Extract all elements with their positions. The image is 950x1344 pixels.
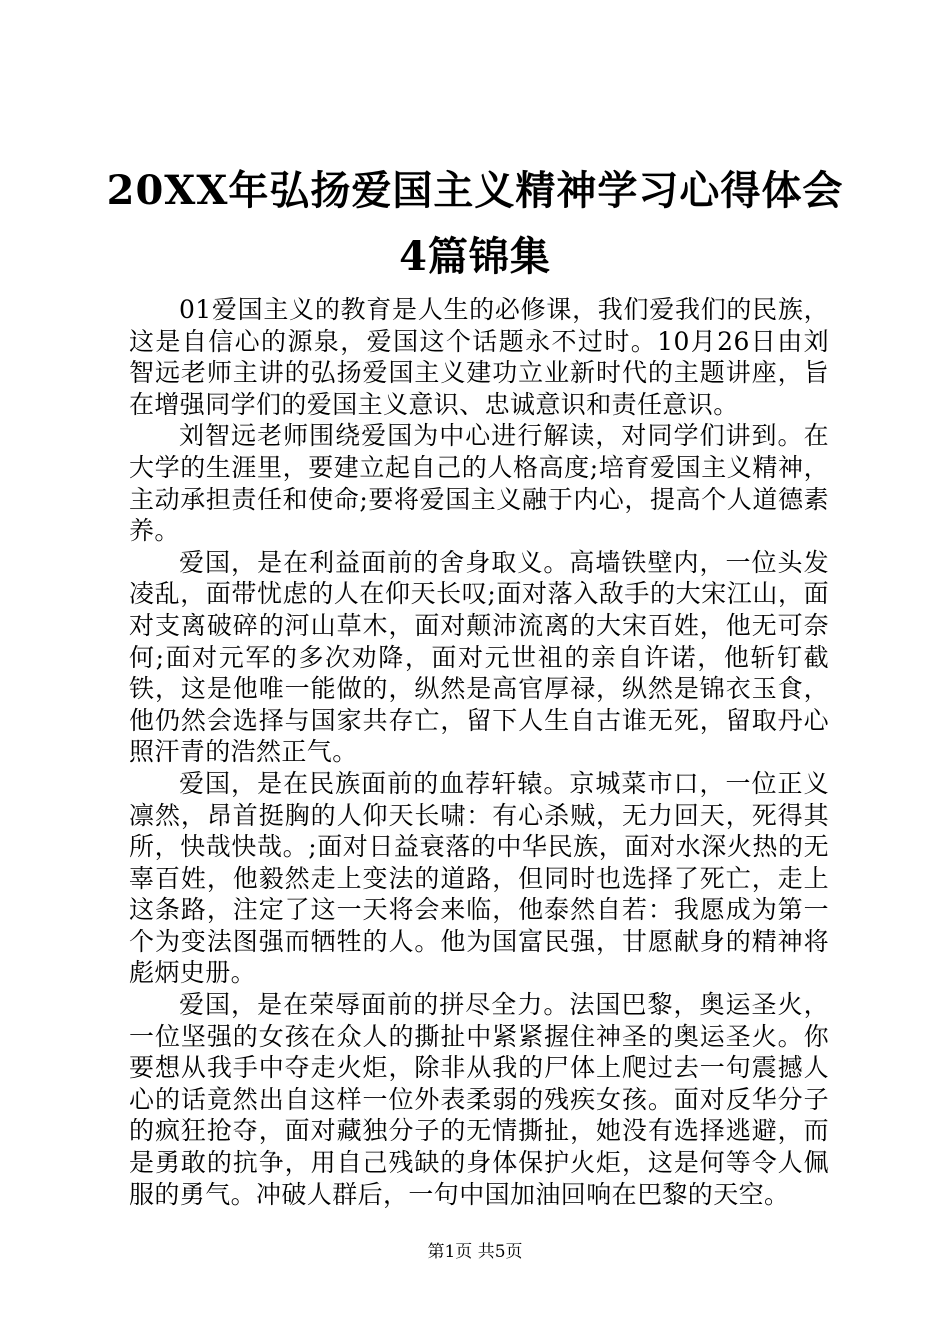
paragraph: 爱国，是在民族面前的血荐轩辕。京城菜市口，一位正义凛然，昂首挺胸的人仰天长啸：有心杀贼，无力回天，死得其所，快哉快哉。;面对日益衰落的中华民族，面对水深火热的无辜百姓，他毅然走上变法的道路，但同时也选择了死亡，走上这条路，注定了这一天将会来临，他泰然自若：我愿成为第一个为变法图强而牺牲的人。他为国富民强，甘愿献身的精神将彪炳史册。 <box>129 768 829 988</box>
paragraph: 刘智远老师围绕爱国为中心进行解读，对同学们讲到。在大学的生涯里，要建立起自己的人格高度;培育爱国主义精神，主动承担责任和使命;要将爱国主义融于内心，提高个人道德素养。 <box>129 421 829 546</box>
document-title: 20XX年弘扬爱国主义精神学习心得体会4篇锦集 <box>106 167 844 280</box>
paragraph: 爱国，是在利益面前的舍身取义。高墙铁壁内，一位头发凌乱，面带忧虑的人在仰天长叹;面对落入敌手的大宋江山，面对支离破碎的河山草木，面对颠沛流离的大宋百姓，他无可奈何;面对元军的多次劝降，面对元世祖的亲自许诺，他斩钉截铁，这是他唯一能做的，纵然是高官厚禄，纵然是锦衣玉食，他仍然会选择与国家共存亡，留下人生自古谁无死，留取丹心照汗青的浩然正气。 <box>129 547 829 767</box>
paragraph: 爱国，是在荣辱面前的拼尽全力。法国巴黎，奥运圣火，一位坚强的女孩在众人的撕扯中紧紧握住神圣的奥运圣火。你要想从我手中夺走火炬，除非从我的尸体上爬过去一句震撼人心的话竟然出自这样一位外表柔弱的残疾女孩。面对反华分子的疯狂抢夺，面对藏独分子的无情撕扯，她没有选择逃避，而是勇敢的抗争，用自己残缺的身体保护火炬，这是何等令人佩服的勇气。冲破人群后，一句中国加油回响在巴黎的天空。 <box>129 990 829 1209</box>
page-footer: 第1页 共5页 <box>427 1242 523 1262</box>
paragraph: 01爱国主义的教育是人生的必修课，我们爱我们的民族，这是自信心的源泉，爱国这个话题永不过时。10月26日由刘智远老师主讲的弘扬爱国主义建功立业新时代的主题讲座，旨在增强同学们的爱国主义意识、忠诚意识和责任意识。 <box>129 295 829 419</box>
document-body <box>129 294 829 1210</box>
